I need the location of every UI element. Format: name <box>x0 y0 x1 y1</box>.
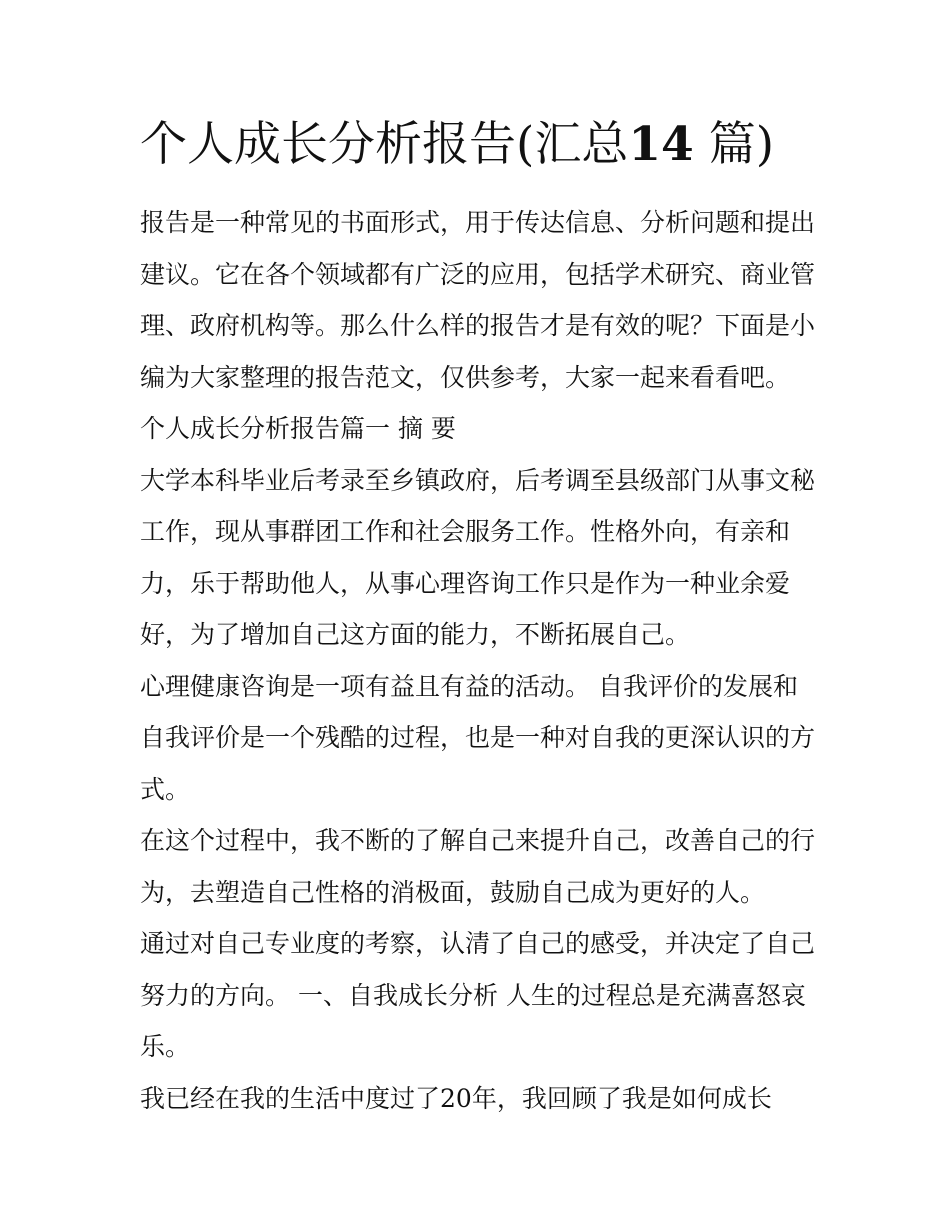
title-number: 14 <box>628 117 694 172</box>
paragraph-intro: 报告是一种常见的书面形式，用于传达信息、分析问题和提出建议。它在各个领域都有广泛的应用，包括学术研究、商业管理、政府机构等。那么什么样的报告才是有效的呢？下面是小编为大家整理的报告范文，仅供参考，大家一起来看看吧。 <box>140 208 816 392</box>
paragraph-process: 在这个过程中，我不断的了解自己来提升自己，改善自己的行为，去塑造自己性格的消极面，鼓励自己成为更好的人。 <box>140 826 816 907</box>
document-body <box>140 197 816 1124</box>
title-text: 个人成长分析报告(汇总 <box>140 117 629 172</box>
paragraph-examination: 通过对自己专业度的考察，认清了自己的感受，并决定了自己努力的方向。 一、自我成长分析 人生的过程总是充满喜怒哀乐。 <box>140 929 816 1061</box>
paragraph-twenty-years: 我已经在我的生活中度过了20年，我回顾了我是如何成长 <box>140 1083 772 1113</box>
title-suffix: 篇) <box>708 117 775 172</box>
document-title <box>140 112 840 178</box>
paragraph-background: 大学本科毕业后考录至乡镇政府，后考调至县级部门从事文秘工作，现从事群团工作和社会服务工作。性格外向，有亲和力，乐于帮助他人，从事心理咨询工作只是作为一种业余爱好，为了增加自己这方面的能力，不断拓展自己。 <box>140 465 816 649</box>
title-space <box>694 117 709 172</box>
paragraph-counseling: 心理健康咨询是一项有益且有益的活动。 自我评价的发展和自我评价是一个残酷的过程，也是一种对自我的更深认识的方式。 <box>140 671 816 804</box>
section-heading: 个人成长分析报告篇一 摘 要 <box>140 414 456 443</box>
